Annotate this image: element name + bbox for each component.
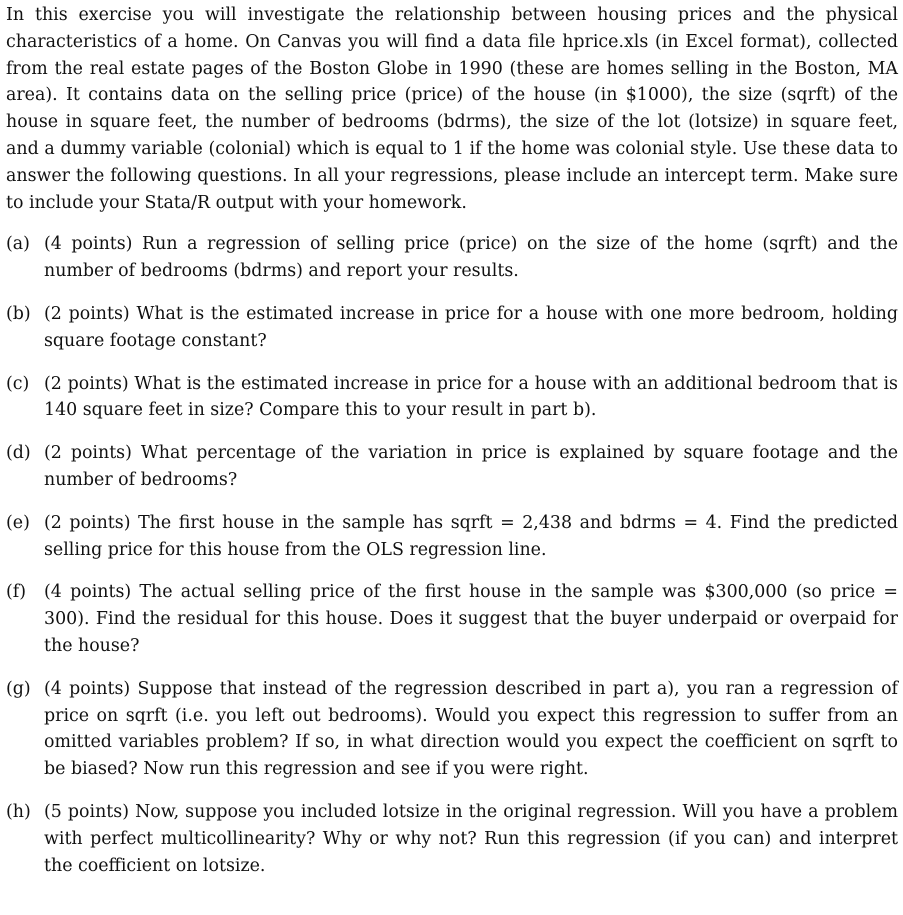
question-label: (e) — [6, 512, 30, 533]
question-label: (h) — [6, 801, 31, 822]
question-list — [6, 231, 898, 879]
question-text: (2 points) What is the estimated increase in price for a house with an additional bedroom that is 140 square feet in size? Compare this to your result in part b). — [44, 373, 898, 421]
question-label: (g) — [6, 678, 31, 699]
intro-paragraph: In this exercise you will investigate the relationship between housing prices and the physical characteristics of a home. On Canvas you will find a data file hprice.xls (in Excel format), collected from the real estate pages of the Boston Globe in 1990 (these are homes selling in the Boston, MA area). It contains data on the selling price (price) of the house (in $1000), the size (sqrft) of the house in square feet, the number of bedrooms (bdrms), the size of the lot (lotsize) in square feet, and a dummy variable (colonial) which is equal to 1 if the home was colonial style. Use these data to answer the following questions. In all your regressions, please include an intercept term. Make sure to include your Stata/R output with your homework. — [6, 5, 898, 213]
question-item — [6, 676, 898, 783]
question-item — [6, 301, 898, 355]
question-text: (5 points) Now, suppose you included lotsize in the original regression. Will you have a problem with perfect multicollinearity? Why or why not? Run this regression (if you can) and interpret the coefficient on lotsize. — [44, 801, 898, 876]
question-text: (4 points) Suppose that instead of the regression described in part a), you ran a regression of price on sqrft (i.e. you left out bedrooms). Would you expect this regression to suffer from an omitted variables problem? If so, in what direction would you expect the coefficient on sqrft to be biased? Now run this regression and see if you were right. — [44, 678, 898, 780]
question-text: (4 points) The actual selling price of the first house in the sample was $300,000 (so price = 300). Find the residual for this house. Does it suggest that the buyer underpaid or overpaid for the house? — [44, 582, 898, 656]
question-text: (2 points) What is the estimated increase in price for a house with one more bedroom, holding square footage constant? — [44, 303, 898, 351]
question-label: (b) — [6, 303, 31, 324]
question-item — [6, 799, 898, 879]
question-text: (4 points) Run a regression of selling price (price) on the size of the home (sqrft) and the number of bedrooms (bdrms) and report your results. — [44, 234, 898, 282]
question-item — [6, 231, 898, 285]
question-label: (c) — [6, 373, 30, 394]
question-label: (d) — [6, 443, 31, 464]
question-item — [6, 579, 898, 659]
question-text: (2 points) The first house in the sample has sqrft = 2,438 and bdrms = 4. Find the predicted selling price for this house from the OLS regression line. — [44, 512, 898, 560]
question-item — [6, 371, 898, 425]
question-text: (2 points) What percentage of the variation in price is explained by square footage and the number of bedrooms? — [44, 443, 898, 490]
question-item — [6, 440, 898, 494]
question-label: (f) — [6, 582, 27, 603]
question-item — [6, 510, 898, 564]
question-label: (a) — [6, 234, 30, 255]
